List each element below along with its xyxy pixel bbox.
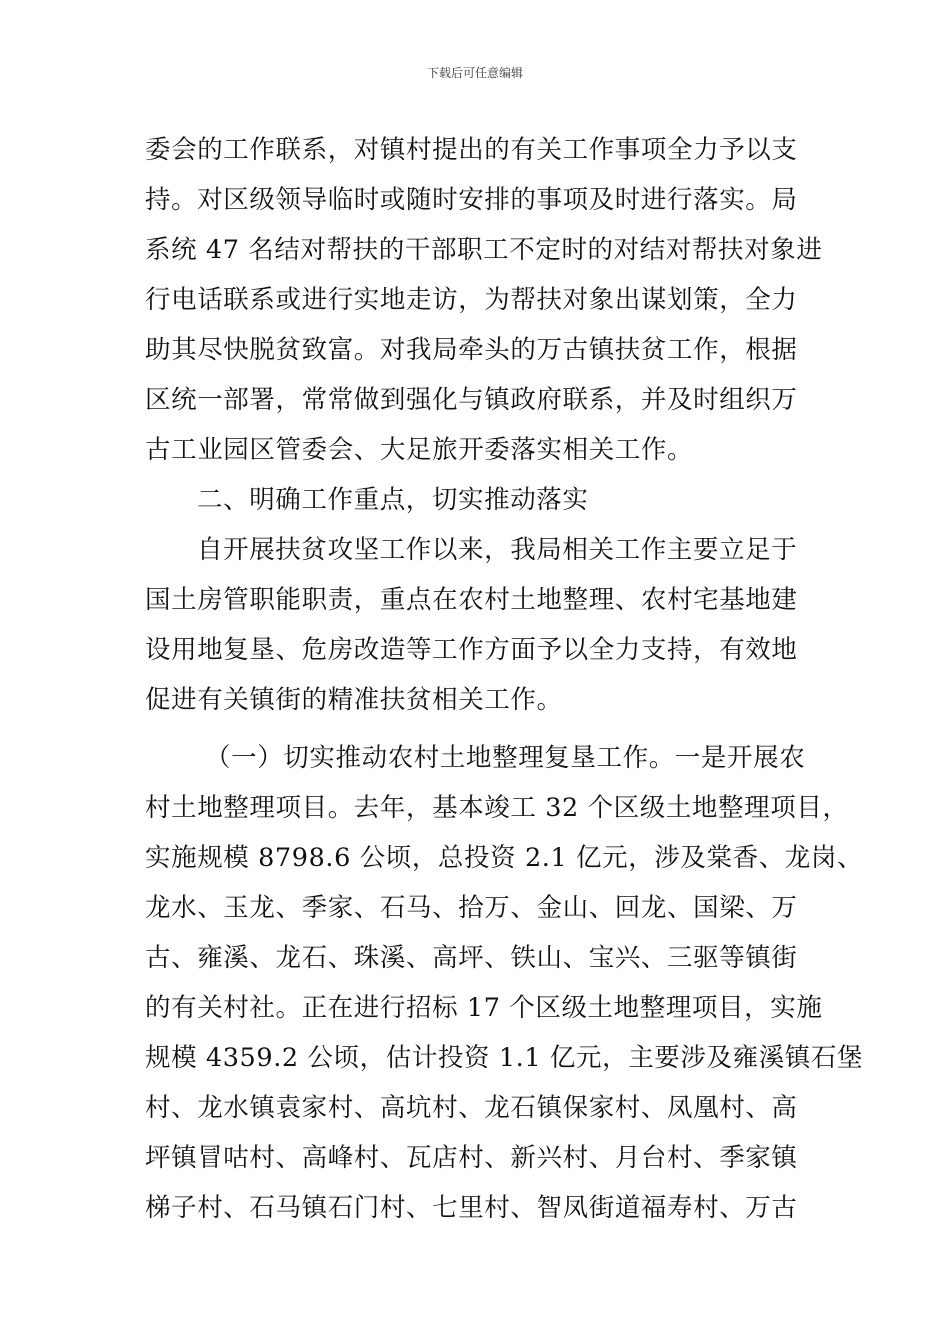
text-line: 古工业园区管委会、大足旅开委落实相关工作。 — [145, 435, 694, 465]
text-line: 系统 47 名结对帮扶的干部职工不定时的对结对帮扶对象进 — [145, 235, 823, 265]
text-line: 的有关村社。正在进行招标 17 个区级土地整理项目，实施 — [145, 993, 823, 1023]
text-line: 持。对区级领导临时或随时安排的事项及时进行落实。局 — [145, 185, 798, 215]
text-line: 助其尽快脱贫致富。对我局牵头的万古镇扶贫工作，根据 — [145, 335, 798, 365]
text-line: 龙水、玉龙、季家、石马、拾万、金山、回龙、国梁、万 — [145, 893, 798, 923]
text-line: 行电话联系或进行实地走访，为帮扶对象出谋划策，全力 — [145, 285, 798, 315]
document-body — [145, 125, 864, 1233]
text-line: 梯子村、石马镇石门村、七里村、智凤街道福寿村、万古 — [145, 1193, 798, 1223]
text-line: 区统一部署，常常做到强化与镇政府联系，并及时组织万 — [145, 385, 798, 415]
page-header-note: 下载后可任意编辑 — [426, 66, 523, 80]
text-line: 促进有关镇街的精准扶贫相关工作。 — [145, 685, 563, 715]
text-line: 设用地复垦、危房改造等工作方面予以全力支持，有效地 — [145, 635, 798, 665]
text-line: 村土地整理项目。去年，基本竣工 32 个区级土地整理项目， — [145, 793, 849, 823]
text-line: 坪镇冒咕村、高峰村、瓦店村、新兴村、月台村、季家镇 — [145, 1143, 798, 1173]
paragraph-start-line: 自开展扶贫攻坚工作以来，我局相关工作主要立足于 — [197, 535, 798, 565]
text-line: 实施规模 8798.6 公顷，总投资 2.1 亿元，涉及棠香、龙岗、 — [145, 843, 864, 873]
text-line: 古、雍溪、龙石、珠溪、高坪、铁山、宝兴、三驱等镇街 — [145, 943, 798, 973]
section-heading: 二、明确工作重点，切实推动落实 — [197, 485, 589, 515]
subsection-heading-line: （一）切实推动农村土地整理复垦工作。一是开展农 — [205, 743, 806, 773]
text-line: 国土房管职能职责，重点在农村土地整理、农村宅基地建 — [145, 585, 798, 615]
text-line: 村、龙水镇袁家村、高坑村、龙石镇保家村、凤凰村、高 — [145, 1093, 798, 1123]
text-line: 规模 4359.2 公顷，估计投资 1.1 亿元，主要涉及雍溪镇石堡 — [145, 1043, 864, 1073]
text-line: 委会的工作联系，对镇村提出的有关工作事项全力予以支 — [145, 135, 798, 165]
